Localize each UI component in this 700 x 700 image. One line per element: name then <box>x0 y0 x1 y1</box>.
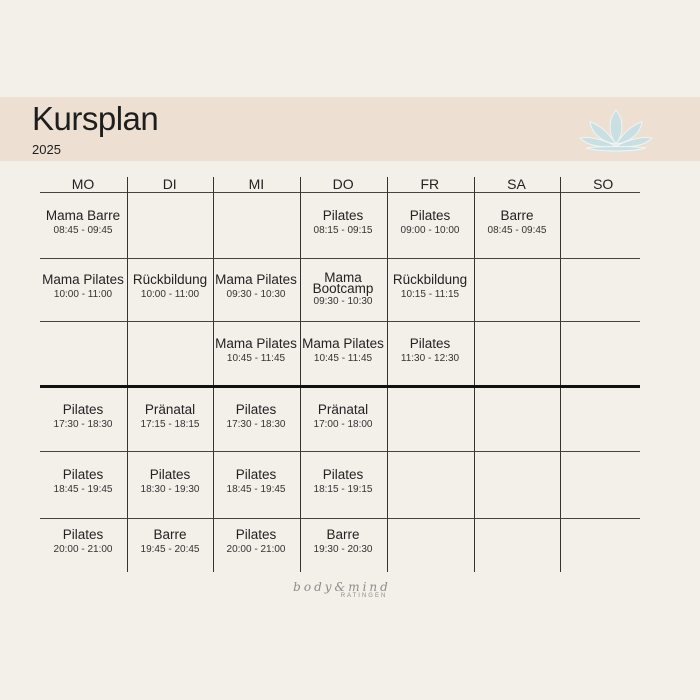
brand-logo <box>272 580 412 604</box>
class-cell <box>40 272 126 302</box>
grid-row-line <box>40 321 640 322</box>
day-header-so: SO <box>593 176 614 192</box>
day-header-fr: FR <box>420 176 440 192</box>
class-cell <box>387 208 473 238</box>
class-cell <box>387 336 473 366</box>
class-name: Pilates <box>62 467 104 482</box>
class-name: Rückbildung <box>392 272 468 287</box>
class-time: 10:15 - 11:15 <box>400 289 460 300</box>
class-time: 18:45 - 19:45 <box>226 484 286 495</box>
class-name: Pilates <box>409 208 451 223</box>
class-name: Barre <box>326 527 360 542</box>
class-name: Mama Bootcamp <box>312 270 374 296</box>
class-name: Pilates <box>235 467 277 482</box>
grid-row-line <box>40 518 640 519</box>
class-cell <box>127 402 213 432</box>
class-time: 17:15 - 18:15 <box>140 419 200 430</box>
class-name: Pilates <box>235 402 277 417</box>
class-cell <box>127 467 213 497</box>
class-cell <box>300 467 386 497</box>
class-cell <box>213 336 299 366</box>
class-name: Mama Pilates <box>215 272 297 287</box>
class-time: 18:15 - 19:15 <box>313 484 373 495</box>
class-time: 17:30 - 18:30 <box>53 419 113 430</box>
class-name: Mama Pilates <box>302 336 384 351</box>
class-cell <box>213 527 299 557</box>
class-time: 18:30 - 19:30 <box>140 484 200 495</box>
class-time: 19:45 - 20:45 <box>140 544 200 555</box>
class-cell <box>213 467 299 497</box>
class-name: Pilates <box>322 208 364 223</box>
class-time: 18:45 - 19:45 <box>53 484 113 495</box>
class-name: Mama Pilates <box>215 336 297 351</box>
day-header-mi: MI <box>248 176 265 192</box>
class-time: 10:45 - 11:45 <box>313 353 373 364</box>
class-time: 17:00 - 18:00 <box>313 419 373 430</box>
class-cell <box>40 467 126 497</box>
class-name: Pilates <box>409 336 451 351</box>
class-time: 09:00 - 10:00 <box>400 225 460 236</box>
day-header-di: DI <box>162 176 177 192</box>
lotus-icon <box>578 106 654 154</box>
class-name: Pilates <box>62 402 104 417</box>
class-name: Pilates <box>322 467 364 482</box>
class-cell <box>300 208 386 238</box>
class-time: 20:00 - 21:00 <box>226 544 286 555</box>
page-year: 2025 <box>32 142 61 157</box>
class-name: Pilates <box>235 527 277 542</box>
class-name: Pränatal <box>317 402 369 417</box>
class-name: Pilates <box>62 527 104 542</box>
class-cell <box>40 208 126 238</box>
class-name: Mama Pilates <box>42 272 124 287</box>
class-cell <box>387 272 473 302</box>
class-cell <box>40 402 126 432</box>
grid-column-line <box>127 177 128 572</box>
grid-row-line <box>40 258 640 259</box>
class-name: Barre <box>153 527 187 542</box>
class-cell <box>127 272 213 302</box>
class-time: 08:15 - 09:15 <box>313 225 373 236</box>
class-cell <box>213 272 299 302</box>
class-cell <box>127 527 213 557</box>
day-header-do: DO <box>332 176 354 192</box>
class-cell <box>474 208 560 238</box>
class-time: 10:00 - 11:00 <box>140 289 200 300</box>
class-time: 20:00 - 21:00 <box>53 544 113 555</box>
grid-column-line <box>560 177 561 572</box>
day-header-mo: MO <box>71 176 95 192</box>
page-title: Kursplan <box>32 100 159 137</box>
grid-row-line <box>40 451 640 452</box>
grid-header-line <box>40 192 640 193</box>
class-name: Pilates <box>149 467 191 482</box>
class-time: 10:00 - 11:00 <box>53 289 113 300</box>
class-cell <box>40 527 126 557</box>
midday-divider <box>40 385 640 388</box>
class-name: Pränatal <box>144 402 196 417</box>
class-cell <box>300 402 386 432</box>
class-time: 19:30 - 20:30 <box>313 544 373 555</box>
class-cell <box>300 272 386 309</box>
grid-column-line <box>213 177 214 572</box>
class-cell <box>300 336 386 366</box>
class-time: 08:45 - 09:45 <box>53 225 113 236</box>
class-time: 09:30 - 10:30 <box>313 296 373 307</box>
class-cell <box>300 527 386 557</box>
class-time: 11:30 - 12:30 <box>400 353 460 364</box>
class-name: Mama Barre <box>45 208 121 223</box>
class-name: Barre <box>500 208 534 223</box>
logo-script: body&mind <box>293 580 391 594</box>
day-header-sa: SA <box>507 176 526 192</box>
class-name: Rückbildung <box>132 272 208 287</box>
class-time: 10:45 - 11:45 <box>226 353 286 364</box>
class-time: 17:30 - 18:30 <box>226 419 286 430</box>
logo-subtitle: RATINGEN <box>340 593 388 599</box>
class-cell <box>213 402 299 432</box>
class-time: 09:30 - 10:30 <box>226 289 286 300</box>
class-time: 08:45 - 09:45 <box>487 225 547 236</box>
weekday-header <box>40 176 640 192</box>
